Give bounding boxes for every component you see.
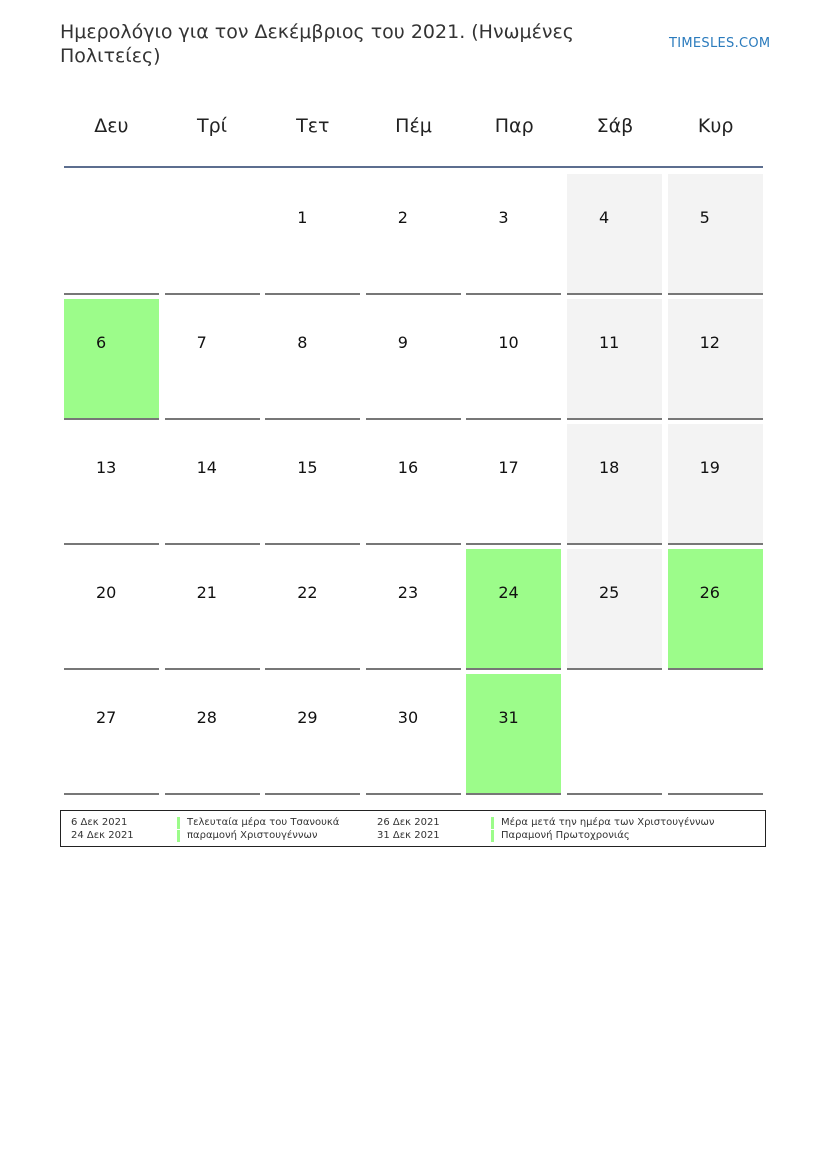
day-number: 31 (498, 708, 519, 727)
weekday-label: Δευ (94, 115, 129, 137)
day-number: 2 (397, 208, 408, 227)
calendar-day-cell[interactable] (366, 549, 461, 670)
calendar-day-cell[interactable] (466, 299, 561, 420)
calendar-day-cell[interactable] (64, 674, 159, 795)
calendar-day-cell[interactable] (265, 174, 360, 295)
day-number: 20 (96, 583, 117, 602)
calendar-day-cell[interactable] (165, 299, 260, 420)
day-number: 29 (297, 708, 318, 727)
day-number: 5 (699, 208, 710, 227)
calendar-day-cell[interactable] (64, 299, 159, 420)
calendar-day-cell[interactable] (567, 424, 662, 545)
header-divider (64, 166, 763, 168)
weekday-label: Παρ (494, 115, 534, 137)
page-title: Ημερολόγιο για τον Δεκέμβριος του 2021. (Ηνωμένες Πολιτείες) (60, 21, 574, 67)
calendar-day-cell[interactable] (165, 549, 260, 670)
calendar-day-cell[interactable] (567, 174, 662, 295)
day-number: 19 (699, 458, 720, 477)
holiday-legend (60, 810, 766, 847)
weekday-label: Πέμ (395, 115, 432, 137)
day-number: 8 (297, 333, 308, 352)
calendar-empty-cell (64, 174, 159, 295)
calendar-day-cell[interactable] (466, 549, 561, 670)
calendar-day-cell[interactable] (668, 424, 763, 545)
calendar-day-cell[interactable] (466, 174, 561, 295)
day-number: 24 (498, 583, 519, 602)
calendar-day-cell[interactable] (366, 174, 461, 295)
weekday-label: Κυρ (697, 115, 734, 137)
day-number: 6 (96, 333, 107, 352)
calendar-day-cell[interactable] (366, 424, 461, 545)
calendar-empty-cell (567, 674, 662, 795)
day-number: 30 (397, 708, 419, 727)
day-number: 27 (96, 708, 117, 727)
calendar-day-cell[interactable] (265, 424, 360, 545)
day-number: 12 (699, 333, 720, 352)
calendar-day-cell[interactable] (165, 674, 260, 795)
calendar-day-cell[interactable] (265, 299, 360, 420)
day-number: 18 (598, 458, 620, 477)
day-number: 9 (397, 333, 408, 352)
day-number: 28 (196, 708, 217, 727)
day-number: 25 (598, 583, 620, 602)
weekday-label: Τετ (296, 115, 330, 137)
calendar-empty-cell (165, 174, 260, 295)
calendar-day-cell[interactable] (567, 549, 662, 670)
calendar-day-cell[interactable] (668, 299, 763, 420)
calendar-empty-cell (668, 674, 763, 795)
day-number: 23 (397, 583, 419, 602)
day-number: 16 (397, 458, 419, 477)
calendar-day-cell[interactable] (265, 549, 360, 670)
calendar-day-cell[interactable] (64, 549, 159, 670)
day-number: 10 (498, 333, 519, 352)
calendar-day-cell[interactable] (466, 674, 561, 795)
day-number: 22 (297, 583, 318, 602)
day-number: 26 (699, 583, 720, 602)
day-number: 11 (598, 333, 620, 352)
calendar-day-cell[interactable] (366, 674, 461, 795)
day-number: 7 (196, 333, 207, 352)
legend-holiday-name: παραμονή Χριστουγέννων (177, 830, 317, 842)
day-number: 14 (196, 458, 217, 477)
weekday-label: Σάβ (596, 115, 634, 137)
weekday-label: Τρί (197, 115, 228, 137)
legend-date: 26 Δεκ 2021 (377, 817, 440, 828)
calendar-day-cell[interactable] (265, 674, 360, 795)
calendar-day-cell[interactable] (567, 299, 662, 420)
day-number: 21 (196, 583, 217, 602)
day-number: 4 (598, 208, 610, 227)
calendar-day-cell[interactable] (366, 299, 461, 420)
legend-date: 31 Δεκ 2021 (377, 830, 440, 841)
brand-link[interactable]: TIMESLES.COM (669, 36, 771, 51)
calendar-day-cell[interactable] (466, 424, 561, 545)
day-number: 15 (297, 458, 318, 477)
weekday-header (61, 115, 766, 145)
day-number: 17 (498, 458, 519, 477)
legend-date: 6 Δεκ 2021 (71, 817, 128, 828)
calendar-day-cell[interactable] (668, 549, 763, 670)
calendar-day-cell[interactable] (165, 424, 260, 545)
calendar-grid (64, 174, 763, 795)
day-number: 13 (96, 458, 117, 477)
day-number: 3 (498, 208, 509, 227)
day-number: 1 (297, 208, 308, 227)
legend-holiday-name: Τελευταία μέρα του Τσανουκά (177, 817, 339, 829)
calendar-day-cell[interactable] (64, 424, 159, 545)
legend-holiday-name: Παραμονή Πρωτοχρονιάς (491, 830, 630, 842)
calendar-day-cell[interactable] (668, 174, 763, 295)
legend-holiday-name: Μέρα μετά την ημέρα των Χριστουγέννων (491, 817, 715, 829)
legend-date: 24 Δεκ 2021 (71, 830, 134, 841)
